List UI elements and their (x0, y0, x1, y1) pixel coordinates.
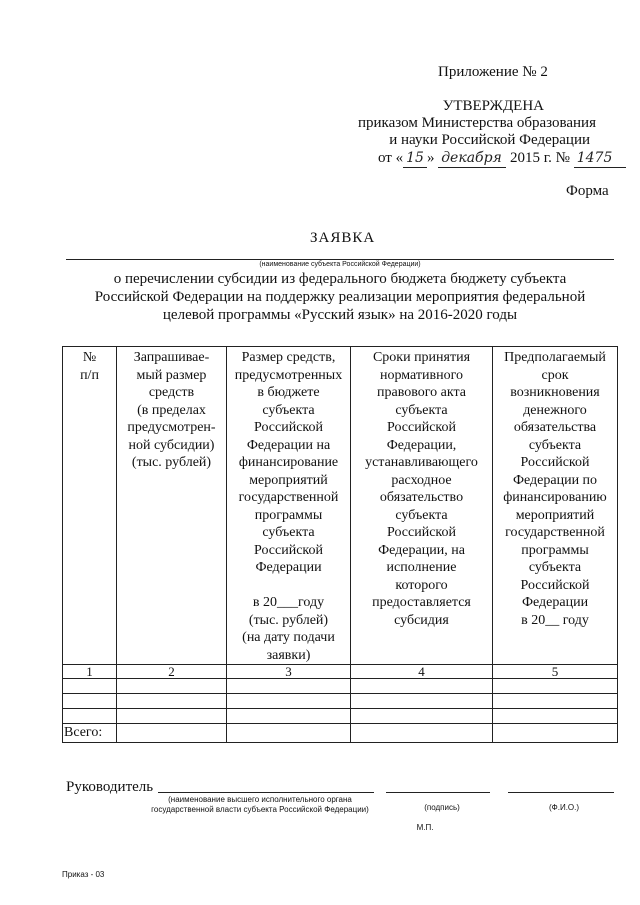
purpose-line-2: Российской Федерации на поддержку реализации мероприятия федеральной (94, 289, 586, 305)
col-number: 4 (351, 665, 493, 679)
organ-name-line (158, 792, 374, 793)
subject-name-caption: (наименование субъекта Российской Федерации) (259, 261, 421, 268)
order-issuer-line2: и науки Российской Федерации (389, 132, 590, 148)
table-total-row (63, 724, 618, 743)
col-header-legal-act-deadline: Сроки принятия нормативного правового акта субъекта Российской Федерации, устанавливающего расходное обязательство субъекта Российской Федерации, на исполнение которого предоставляется субсидия (351, 347, 493, 665)
table-cell[interactable] (493, 724, 618, 743)
signature-line (386, 792, 490, 793)
table-cell[interactable] (227, 694, 351, 709)
table-cell[interactable] (117, 694, 227, 709)
seal-placeholder: М.П. (416, 823, 434, 832)
full-name-line (508, 792, 614, 793)
col-header-regional-budget: Размер средств, предусмотренных в бюджете субъекта Российской Федерации на финансирование мероприятий государственной программы субъекта Российской Федерации в 20___году (тыс. рублей) (на дату подачи заявки) (227, 347, 351, 665)
table-cell[interactable] (227, 724, 351, 743)
col-number: 3 (227, 665, 351, 679)
col-header-obligation-date: Предполагаемый срок возникновения денежного обязательства субъекта Российской Федерации по финансированию мероприятий государственной программы субъекта Российской Федерации в 20__ году (493, 347, 618, 665)
organ-caption-line1: (наименование высшего исполнительного органа (168, 795, 352, 804)
table-cell[interactable] (227, 709, 351, 724)
table-cell[interactable] (63, 694, 117, 709)
document-title: ЗАЯВКА (310, 230, 376, 246)
organ-name-caption (140, 795, 380, 815)
order-date-line (378, 150, 626, 168)
table-cell[interactable] (493, 709, 618, 724)
date-mid: » (426, 150, 435, 166)
table-cell[interactable] (117, 709, 227, 724)
table-cell[interactable] (493, 694, 618, 709)
approval-block (300, 98, 596, 149)
table-cell[interactable] (227, 679, 351, 694)
full-name-caption: (Ф.И.О.) (548, 803, 580, 812)
order-issuer-line1: приказом Министерства образования (358, 115, 596, 131)
table-row (63, 709, 618, 724)
signature-caption: (подпись) (424, 803, 460, 812)
date-prefix: от « (378, 150, 404, 166)
table-cell[interactable] (493, 679, 618, 694)
head-label: Руководитель (66, 779, 154, 795)
col-header-number: № п/п (63, 347, 117, 665)
table-cell[interactable] (351, 679, 493, 694)
purpose-line-1: о перечислении субсидии из федерального бюджета бюджету субъекта (113, 271, 567, 287)
request-purpose (60, 270, 620, 324)
appendix-label: Приложение № 2 (438, 64, 548, 80)
approved-label: УТВЕРЖДЕНА (442, 98, 544, 114)
table-cell[interactable] (351, 709, 493, 724)
table-row (63, 679, 618, 694)
request-table (62, 346, 618, 743)
table-cell[interactable] (351, 694, 493, 709)
table-header-row (63, 347, 618, 665)
table-row (63, 694, 618, 709)
subject-name-line (66, 259, 614, 260)
table-cell[interactable] (351, 724, 493, 743)
purpose-line-3: целевой программы «Русский язык» на 2016-2020 годы (162, 307, 518, 323)
total-label: Всего: (63, 724, 117, 743)
table-cell[interactable] (63, 679, 117, 694)
form-label: Форма (566, 183, 609, 199)
table-number-row (63, 665, 618, 679)
date-month-handwritten: декабря (438, 150, 506, 168)
col-number: 1 (63, 665, 117, 679)
footer-note: Приказ - 03 (62, 870, 105, 879)
col-header-requested-amount: Запрашивае- мый размер средств (в пределах предусмотрен- ной субсидии) (тыс. рублей) (117, 347, 227, 665)
col-number: 5 (493, 665, 618, 679)
table-cell[interactable] (63, 709, 117, 724)
table-cell[interactable] (117, 724, 227, 743)
date-year: 2015 г. № (509, 150, 570, 166)
col-number: 2 (117, 665, 227, 679)
order-number-handwritten: 1475 (574, 150, 626, 168)
organ-caption-line2: государственной власти субъекта Российской Федерации) (151, 805, 369, 814)
table-cell[interactable] (117, 679, 227, 694)
date-day-handwritten: 15 (403, 150, 427, 168)
